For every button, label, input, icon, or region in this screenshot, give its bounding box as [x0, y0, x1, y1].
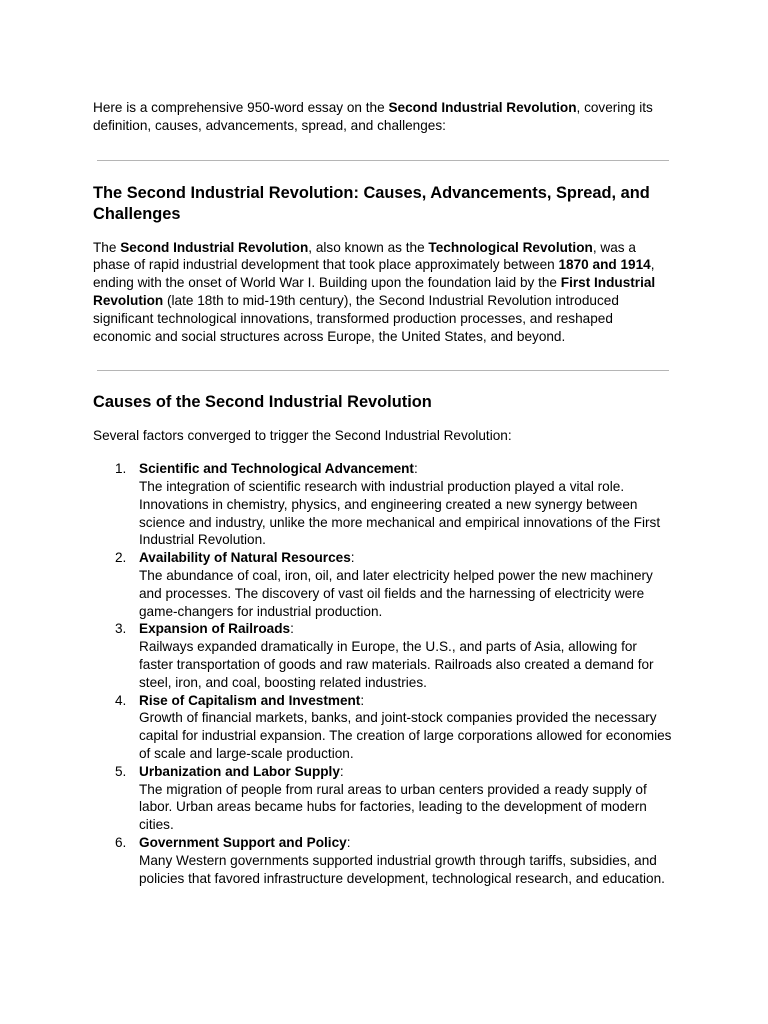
definition-bold: Technological Revolution [428, 239, 593, 255]
causes-heading: Causes of the Second Industrial Revolution [93, 393, 432, 412]
list-item-body: Railways expanded dramatically in Europe, the U.S., and parts of Asia, allowing for faster transportation of goods and raw materials. Railroads also created a demand for steel, iron, and coal, boosting related industries. [139, 639, 654, 690]
document-page [93, 99, 673, 887]
intro-text: Here is a comprehensive 950-word essay on the [93, 100, 389, 115]
essay-title: The Second Industrial Revolution: Causes, Advancements, Spread, and Challenges [93, 183, 650, 223]
list-item-colon: : [413, 461, 418, 477]
list-item-body: The integration of scientific research with industrial production played a vital role. Innovations in chemistry, physics, and engineering created a new synergy between science and industry, unlike the more mechanical and empirical innovations of the First Industrial Revolution. [139, 478, 661, 548]
list-item-colon: : [346, 834, 351, 850]
list-item-body: Many Western governments supported industrial growth through tariffs, subsidies, and policies that favored infrastructure development, technological research, and education. [139, 852, 665, 886]
list-item-body: The abundance of coal, iron, oil, and later electricity helped power the new machinery and processes. The discovery of vast oil fields and the harnessing of electricity were game-changers for industrial production. [139, 567, 653, 619]
list-item [93, 620, 673, 691]
list-item-title: Scientific and Technological Advancement [139, 461, 414, 477]
list-number: 5. [115, 763, 127, 779]
list-item [93, 763, 673, 834]
definition-paragraph [93, 239, 673, 346]
list-item-title: Expansion of Railroads [139, 621, 291, 637]
list-number: 2. [115, 550, 127, 566]
list-item-colon: : [350, 550, 355, 566]
section-divider [97, 370, 669, 371]
list-item-body: The migration of people from rural areas to urban centers provided a ready supply of labor. Urban areas became hubs for factories, leading to the development of modern cities. [139, 781, 647, 833]
list-item-colon: : [290, 621, 294, 637]
list-item [93, 692, 673, 763]
definition-text: , was a phase of rapid industrial development that took place approximately between [93, 239, 636, 273]
list-item [93, 460, 673, 549]
intro-text: , covering its definition, causes, advancements, spread, and challenges: [93, 100, 653, 133]
definition-text: The [93, 239, 121, 255]
list-number: 4. [115, 692, 127, 708]
causes-lead: Several factors converged to trigger the Second Industrial Revolution: [93, 428, 512, 444]
list-item [93, 549, 673, 620]
list-item-body: Growth of financial markets, banks, and joint-stock companies provided the necessary capital for industrial expansion. The creation of large corporations allowed for economies of scale and large-scale production. [139, 710, 672, 761]
list-item-title: Rise of Capitalism and Investment [139, 692, 361, 708]
list-item [93, 834, 673, 887]
definition-bold: First Industrial Revolution [93, 275, 656, 308]
definition-bold: Second Industrial Revolution [120, 239, 309, 255]
section-divider [97, 160, 669, 161]
intro-bold: Second Industrial Revolution [388, 100, 577, 115]
definition-text: , also known as the [308, 239, 429, 255]
definition-text: , ending with the onset of World War I. Building upon the foundation laid by the [93, 257, 655, 291]
intro-paragraph [93, 99, 673, 135]
list-item-colon: : [339, 763, 344, 779]
list-item-title: Availability of Natural Resources [139, 550, 351, 566]
list-number: 1. [115, 461, 127, 477]
definition-bold: 1870 and 1914 [558, 257, 651, 273]
definition-text: (late 18th to mid-19th century), the Second Industrial Revolution introduced significant technological innovations, transformed production processes, and reshaped economic and social structures across Europe, the United States, and beyond. [93, 292, 619, 344]
list-item-colon: : [360, 692, 365, 708]
list-number: 3. [115, 621, 127, 637]
list-item-title: Government Support and Policy [139, 834, 347, 850]
causes-list [93, 460, 673, 887]
list-item-title: Urbanization and Labor Supply [139, 763, 340, 779]
list-number: 6. [115, 834, 127, 850]
